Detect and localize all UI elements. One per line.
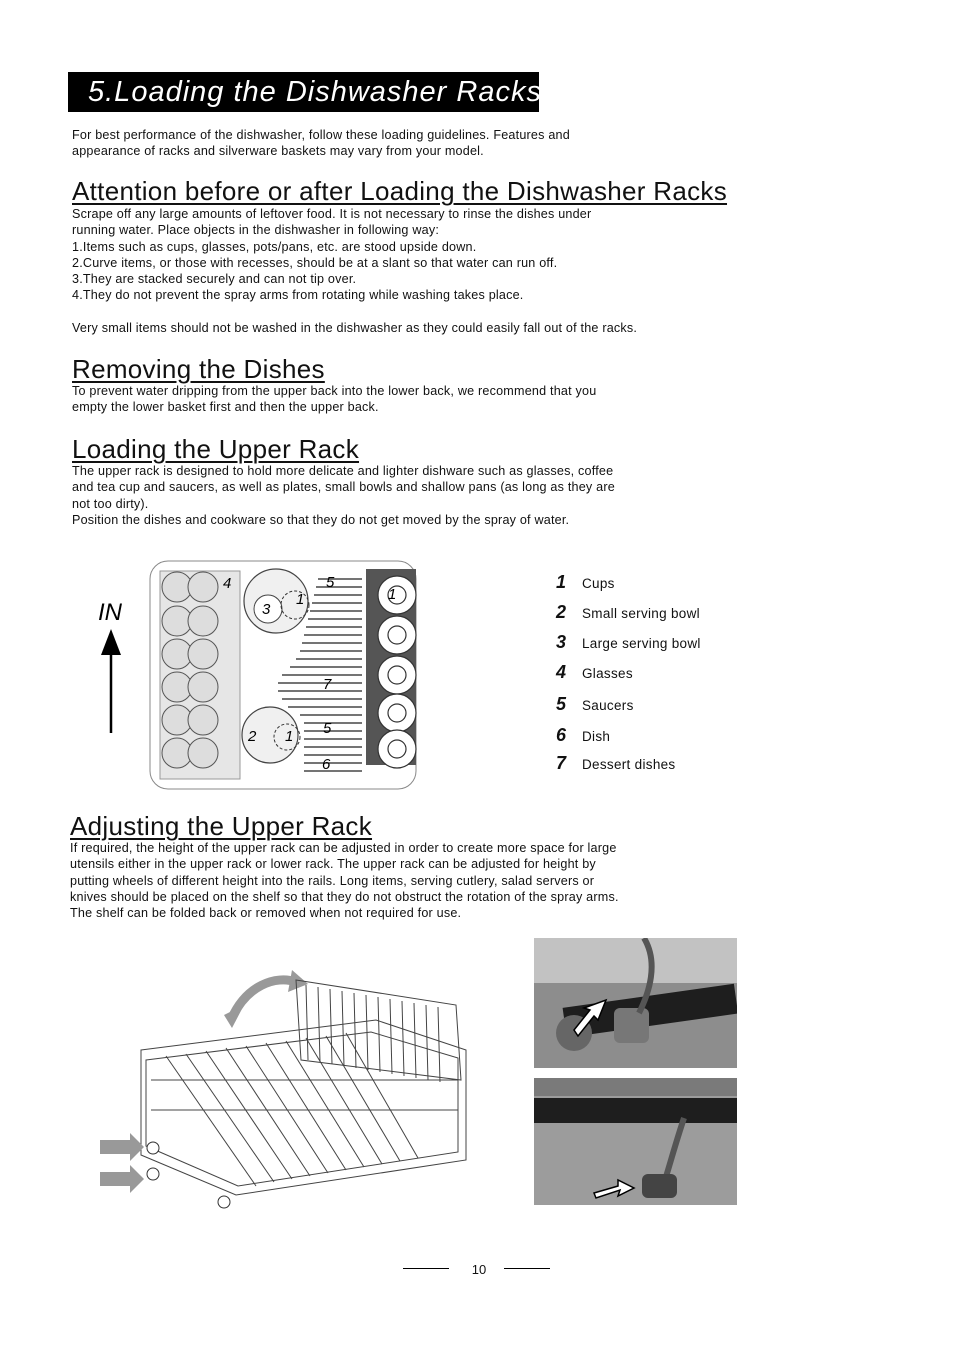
adjusting-heading: Adjusting the Upper Rack (70, 811, 373, 841)
label-cup-bottom: 1 (285, 728, 294, 745)
label-dessert: 7 (323, 676, 332, 693)
upper-rack-diagram (90, 555, 430, 795)
wheel-icon (147, 1168, 159, 1180)
intro-text: For best performance of the dishwasher, follow these loading guidelines. Features and appearance of racks and silverware baskets may vary from your model. (72, 128, 570, 159)
title-bar (68, 72, 542, 112)
rack-illustration (96, 960, 476, 1215)
wheel-icon (218, 1196, 230, 1208)
label-large-bowl: 3 (262, 601, 271, 618)
wheel-arrow-lower (100, 1165, 144, 1193)
page-title: 5.Loading the Dishwasher Racks (88, 76, 542, 108)
adjusting-body: If required, the height of the upper rack can be adjusted in order to create more space for large utensils either in the upper rack or lower rack. The upper rack can be adjusted for height by putting wheels of different height into the rails. Long items, serving cutlery, salad servers or knives should be placed on the shelf so that they do not obstruct the rotation of the spray arms. The shelf can be folded back or removed when not required for use. (70, 841, 619, 921)
loading-upper-heading: Loading the Upper Rack (72, 434, 360, 464)
removing-heading: Removing the Dishes (72, 354, 325, 384)
attention-heading: Attention before or after Loading the Dishwasher Racks (72, 176, 728, 206)
wheel-photo-top (534, 938, 737, 1068)
page-number: 10 (471, 1262, 487, 1277)
attention-body: Scrape off any large amounts of leftover food. It is not necessary to rinse the dishes under running water. Place objects in the dishwasher in following way: 1.Items such as cups, glasses, pots/pans, etc. are stood upside down. 2.Curve items, or those with recesses, should be at a slant so that water can run off. 3.They are stacked securely and can not tip over. 4.They do not prevent the spray arms from rotating while washing takes place. Very small items should not be washed in the dishwasher as they could easily fall out of the racks. (72, 207, 638, 336)
label-cup-top: 1 (296, 591, 305, 608)
glasses-group (160, 571, 240, 779)
wheel-arrow-upper (100, 1133, 144, 1161)
label-glasses: 4 (223, 575, 232, 592)
loading-upper-body: The upper rack is designed to hold more delicate and lighter dishware such as glasses, coffee and tea cup and saucers, as well as plates, small bowls and shallow pans (as long as they are not too dirty). Position the dishes and cookware so that they do not get moved by the spray of water. (72, 464, 615, 527)
cups-group (378, 576, 416, 768)
footer-rule-left (403, 1268, 449, 1269)
label-dish: 6 (322, 756, 331, 773)
rack-wires (141, 980, 466, 1195)
label-small-bowl: 2 (248, 728, 257, 745)
removing-body: To prevent water dripping from the upper back into the lower back, we recommend that you empty the lower basket first and then the upper back. (72, 384, 597, 415)
fold-arrow (231, 980, 296, 1020)
in-arrow-head (101, 629, 121, 655)
wheel-icon (147, 1142, 159, 1154)
footer-rule-right (504, 1268, 550, 1269)
label-cup-shelf: 1 (388, 586, 397, 603)
label-saucers-top: 5 (326, 574, 335, 591)
wheel-photo-bottom (534, 1078, 737, 1205)
label-saucers-bottom: 5 (323, 720, 332, 737)
in-label: IN (98, 599, 122, 626)
